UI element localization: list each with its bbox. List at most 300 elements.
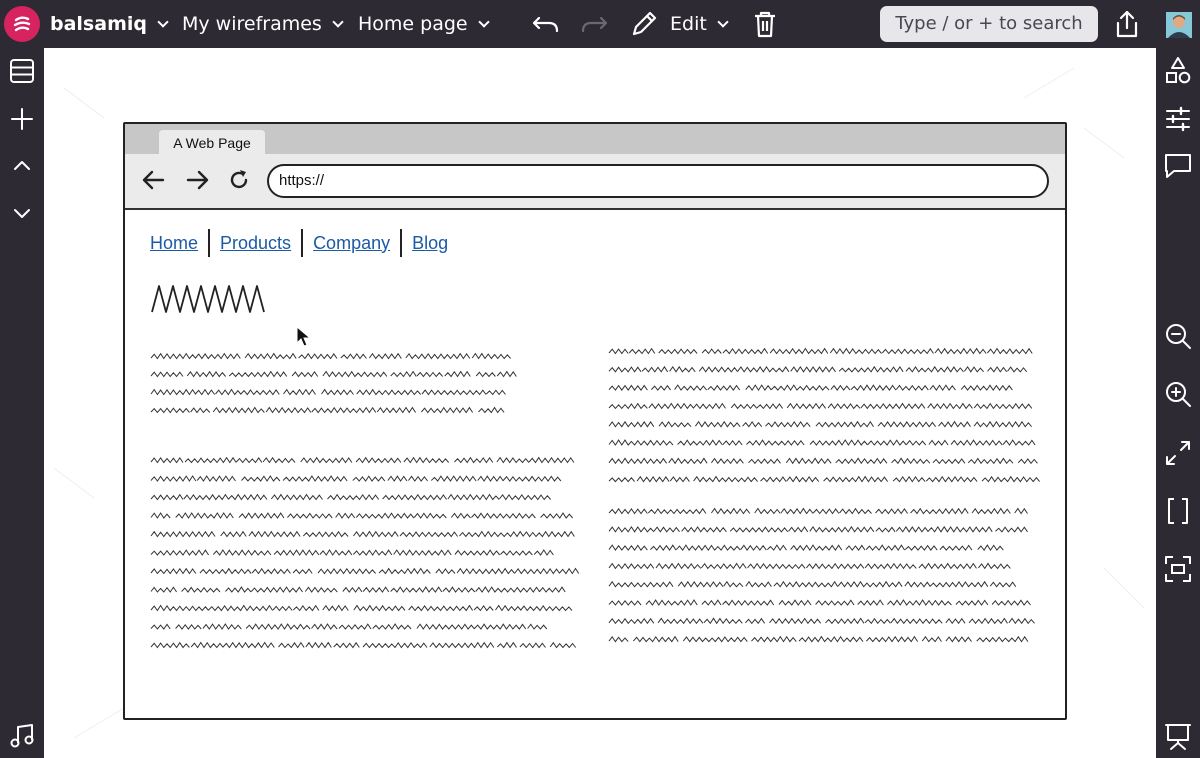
- text-scribble: [474, 606, 493, 611]
- text-scribble: [472, 354, 510, 359]
- text-scribble: [369, 354, 401, 359]
- text-scribble: [373, 624, 411, 629]
- text-scribble: [195, 390, 214, 395]
- text-scribble: [497, 643, 516, 648]
- text-scribble: [633, 637, 678, 642]
- text-scribble: [787, 404, 825, 409]
- text-scribble: [448, 495, 499, 500]
- text-scribble: [946, 637, 972, 642]
- text-scribble: [318, 569, 376, 574]
- text-scribble: [761, 477, 787, 482]
- text-scribble: [694, 477, 758, 482]
- nav-link-company[interactable]: Company: [313, 232, 391, 253]
- text-scribble: [748, 564, 806, 569]
- text-scribble: [911, 509, 969, 514]
- text-scribble: [391, 372, 417, 377]
- text-scribble: [229, 495, 267, 500]
- text-scribble: [541, 513, 573, 518]
- text-scribble: [151, 624, 170, 629]
- text-scribble: [252, 569, 290, 574]
- text-scribble: [878, 422, 936, 427]
- nav-link-blog[interactable]: Blog: [412, 232, 449, 253]
- text-scribble: [200, 569, 251, 574]
- text-scribble: [831, 386, 850, 391]
- brackets-button[interactable]: [1160, 493, 1196, 529]
- text-scribble: [933, 459, 965, 463]
- text-scribble: [609, 619, 654, 624]
- text-scribble: [239, 513, 284, 518]
- text-scribble: [279, 643, 305, 648]
- text-scribble: [197, 476, 235, 481]
- text-scribble: [747, 440, 805, 445]
- text-scribble: [475, 624, 526, 629]
- text-scribble: [414, 513, 446, 518]
- text-scribble: [151, 390, 196, 395]
- text-scribble: [301, 458, 352, 463]
- text-scribble: [988, 367, 1007, 372]
- brand-menu[interactable]: [50, 0, 167, 48]
- text-scribble: [770, 349, 828, 354]
- text-scribble: [503, 476, 561, 481]
- text-scribble: [409, 606, 473, 611]
- text-scribble: [496, 606, 522, 611]
- text-scribble: [974, 404, 1032, 409]
- search-input[interactable]: Type / or + to search: [880, 6, 1098, 42]
- text-scribble: [813, 509, 839, 513]
- text-scribble: [678, 440, 723, 445]
- text-scribble: [249, 532, 300, 537]
- text-scribble: [609, 386, 647, 391]
- project-label: My wireframes: [182, 13, 322, 35]
- text-scribble: [926, 477, 958, 482]
- text-scribble: [806, 564, 864, 569]
- zoom-in-button[interactable]: [1160, 376, 1196, 412]
- music-button[interactable]: [4, 718, 40, 754]
- text-scribble: [774, 582, 838, 587]
- text-scribble: [363, 643, 427, 648]
- add-button[interactable]: [4, 101, 40, 137]
- text-scribble: [305, 587, 337, 592]
- text-scribble: [669, 458, 707, 463]
- text-scribble: [711, 459, 743, 464]
- text-scribble: [236, 458, 262, 463]
- mouse-cursor-icon: [296, 326, 312, 348]
- text-scribble: [357, 390, 421, 395]
- text-scribble: [323, 606, 349, 611]
- text-scribble: [755, 509, 781, 514]
- text-scribble: [353, 550, 391, 555]
- text-scribble: [929, 440, 948, 445]
- text-scribble: [646, 600, 697, 605]
- text-scribble: [824, 477, 888, 482]
- text-scribble: [789, 527, 808, 532]
- text-scribble: [312, 624, 338, 629]
- text-scribble: [196, 354, 241, 359]
- text-scribble: [406, 354, 470, 359]
- text-scribble: [151, 476, 196, 481]
- fullscreen-icon: [1163, 438, 1193, 468]
- text-scribble: [654, 527, 680, 532]
- text-scribble: [354, 606, 405, 611]
- text-scribble: [151, 372, 183, 376]
- nav-link-products[interactable]: Products: [220, 232, 292, 253]
- text-scribble: [791, 545, 842, 550]
- text-scribble: [972, 509, 1010, 514]
- balsamiq-logo[interactable]: [4, 6, 40, 42]
- redo-icon: [579, 12, 609, 36]
- text-scribble: [322, 390, 354, 395]
- text-scribble: [383, 495, 447, 500]
- text-scribble: [996, 527, 1028, 532]
- text-scribble: [629, 349, 655, 354]
- text-scribble: [723, 349, 768, 354]
- text-scribble: [786, 458, 831, 463]
- text-scribble: [609, 422, 654, 427]
- text-scribble: [670, 477, 689, 482]
- text-scribble: [649, 404, 694, 409]
- text-scribble: [151, 513, 170, 518]
- text-scribble: [757, 404, 783, 408]
- comments-button[interactable]: [1160, 148, 1196, 184]
- text-scribble: [896, 385, 928, 390]
- text-scribble: [767, 545, 786, 550]
- text-scribble: [637, 477, 669, 482]
- text-scribble: [891, 619, 942, 624]
- text-scribble: [451, 513, 470, 518]
- text-scribble: [523, 532, 574, 537]
- text-scribble: [436, 569, 455, 574]
- text-scribble: [699, 367, 737, 372]
- pencil-button[interactable]: [628, 8, 660, 40]
- shapes-icon: [1164, 56, 1192, 86]
- text-scribble: [683, 637, 747, 642]
- text-scribble: [417, 624, 475, 629]
- text-scribble: [287, 513, 332, 518]
- zoom-out-button[interactable]: [1160, 318, 1196, 354]
- trash-icon: [752, 9, 778, 39]
- right-sidebar: [1156, 48, 1200, 758]
- text-scribble: [749, 459, 781, 463]
- text-scribble: [388, 476, 407, 481]
- body-text-scribbles: [125, 124, 1065, 718]
- share-icon: [1113, 9, 1141, 39]
- text-scribble: [476, 372, 495, 376]
- text-scribble: [978, 563, 1010, 568]
- text-scribble: [377, 408, 415, 413]
- presentation-button[interactable]: [1160, 718, 1196, 754]
- text-scribble: [746, 385, 772, 390]
- text-scribble: [746, 582, 772, 587]
- text-scribble: [659, 349, 697, 353]
- text-scribble: [876, 527, 895, 531]
- text-scribble: [476, 587, 540, 592]
- text-scribble: [609, 458, 667, 463]
- text-scribble: [682, 527, 727, 532]
- text-scribble: [905, 582, 931, 587]
- text-scribble: [225, 587, 251, 592]
- text-scribble: [987, 349, 1032, 354]
- left-sidebar: [0, 48, 44, 758]
- text-scribble: [826, 618, 864, 623]
- text-scribble: [882, 349, 933, 354]
- text-scribble: [905, 546, 937, 550]
- text-scribble: [213, 550, 271, 555]
- text-scribble: [241, 390, 279, 395]
- previous-button[interactable]: [4, 148, 40, 184]
- text-scribble: [816, 422, 874, 427]
- text-scribble: [650, 545, 676, 550]
- text-scribble: [724, 582, 743, 587]
- text-scribble: [445, 372, 471, 377]
- text-scribble: [609, 637, 628, 642]
- text-scribble: [745, 619, 764, 624]
- text-scribble: [176, 625, 202, 629]
- text-scribble: [907, 441, 926, 445]
- text-scribble: [1003, 440, 1035, 445]
- text-scribble: [242, 476, 280, 481]
- browser-wireframe[interactable]: [123, 122, 1067, 720]
- text-scribble: [781, 509, 813, 514]
- music-icon: [8, 722, 36, 750]
- text-scribble: [731, 404, 757, 408]
- text-scribble: [191, 643, 223, 648]
- text-scribble: [151, 569, 196, 574]
- text-scribble: [958, 477, 977, 482]
- text-scribble: [497, 458, 529, 463]
- shapes-button[interactable]: [1160, 53, 1196, 89]
- text-scribble: [454, 458, 492, 463]
- text-scribble: [353, 476, 385, 481]
- text-scribble: [711, 509, 749, 514]
- text-scribble: [245, 354, 296, 359]
- text-scribble: [866, 545, 904, 550]
- text-scribble: [263, 458, 295, 463]
- text-scribble: [151, 532, 215, 537]
- pencil-icon: [629, 9, 659, 39]
- text-scribble: [694, 404, 726, 409]
- text-scribble: [977, 637, 1028, 642]
- text-scribble: [221, 532, 247, 537]
- text-scribble: [283, 476, 347, 481]
- redo-button[interactable]: [578, 8, 610, 40]
- text-scribble: [765, 422, 810, 427]
- text-scribble: [704, 618, 742, 623]
- fullscreen-button[interactable]: [1160, 435, 1196, 471]
- text-scribble: [840, 509, 872, 514]
- fit-screen-icon: [1163, 554, 1193, 584]
- url-input[interactable]: https://: [267, 164, 1049, 198]
- text-scribble: [642, 367, 668, 372]
- text-scribble: [1009, 619, 1035, 624]
- text-scribble: [919, 564, 977, 569]
- text-scribble: [940, 545, 972, 550]
- page-menu[interactable]: [358, 0, 488, 48]
- text-scribble: [956, 600, 988, 605]
- text-scribble: [478, 476, 504, 481]
- text-scribble: [363, 587, 389, 592]
- text-scribble: [151, 587, 177, 592]
- text-scribble: [379, 569, 430, 574]
- avatar[interactable]: [1166, 12, 1192, 38]
- user-avatar-icon: [1166, 12, 1192, 38]
- text-scribble: [865, 619, 891, 624]
- text-scribble: [457, 569, 515, 574]
- text-scribble: [770, 619, 821, 624]
- text-scribble: [203, 624, 241, 629]
- text-scribble: [648, 509, 706, 514]
- text-scribble: [499, 495, 550, 500]
- text-scribble: [312, 408, 376, 413]
- text-scribble: [271, 495, 322, 500]
- text-scribble: [176, 513, 234, 518]
- text-scribble: [497, 372, 516, 377]
- text-scribble: [417, 372, 443, 376]
- text-scribble: [887, 600, 951, 605]
- text-scribble: [430, 643, 494, 648]
- next-button[interactable]: [4, 195, 40, 231]
- nav-link-home[interactable]: Home: [150, 232, 199, 253]
- text-scribble: [799, 637, 863, 642]
- text-scribble: [865, 564, 916, 569]
- text-scribble: [656, 563, 701, 568]
- text-scribble: [659, 422, 691, 427]
- text-scribble: [609, 509, 647, 514]
- share-button[interactable]: [1111, 8, 1143, 40]
- text-scribble: [336, 513, 355, 518]
- text-scribble: [702, 349, 721, 353]
- text-scribble: [334, 643, 360, 648]
- text-scribble: [968, 458, 1013, 463]
- text-scribble: [303, 532, 348, 537]
- text-scribble: [893, 477, 925, 482]
- text-scribble: [609, 564, 654, 569]
- text-scribble: [743, 422, 762, 427]
- text-scribble: [892, 458, 930, 463]
- text-scribble: [730, 527, 788, 532]
- text-scribble: [946, 619, 965, 624]
- sliders-icon: [1164, 105, 1192, 133]
- wireframe-canvas[interactable]: [44, 48, 1156, 758]
- text-scribble: [609, 582, 673, 587]
- chevron-down-icon: [478, 16, 489, 27]
- text-scribble: [992, 600, 1030, 605]
- text-scribble: [609, 545, 647, 550]
- text-scribble: [151, 643, 189, 648]
- text-scribble: [431, 476, 476, 481]
- text-scribble: [906, 367, 964, 372]
- text-scribble: [701, 563, 746, 568]
- text-scribble: [836, 458, 887, 463]
- chevron-down-icon: [332, 16, 343, 27]
- browser-tab[interactable]: A Web Page: [159, 130, 265, 156]
- text-scribble: [400, 532, 458, 536]
- text-scribble: [675, 385, 707, 390]
- text-scribble: [391, 587, 442, 592]
- text-scribble: [1008, 367, 1027, 372]
- page-label: Home page: [358, 13, 468, 35]
- text-scribble: [540, 587, 566, 592]
- text-scribble: [266, 408, 311, 413]
- text-scribble: [791, 367, 836, 372]
- text-scribble: [459, 532, 523, 537]
- undo-button[interactable]: [530, 8, 562, 40]
- text-scribble: [810, 527, 874, 532]
- text-scribble: [816, 600, 854, 605]
- text-scribble: [930, 582, 988, 587]
- text-scribble: [723, 441, 742, 445]
- text-scribble: [928, 404, 973, 409]
- text-scribble: [306, 643, 332, 648]
- text-scribble: [534, 550, 553, 555]
- layers-button[interactable]: [4, 53, 40, 89]
- text-scribble: [779, 600, 811, 605]
- text-scribble: [678, 582, 723, 587]
- text-scribble: [500, 551, 532, 555]
- text-scribble: [974, 422, 1032, 427]
- edit-menu[interactable]: [670, 0, 727, 48]
- text-scribble: [273, 606, 292, 610]
- text-scribble: [695, 422, 740, 427]
- properties-button[interactable]: [1160, 101, 1196, 137]
- text-scribble: [185, 458, 236, 463]
- delete-button[interactable]: [749, 8, 781, 40]
- text-scribble: [935, 349, 986, 354]
- text-scribble: [421, 408, 472, 413]
- text-scribble: [810, 440, 868, 445]
- text-scribble: [550, 643, 576, 648]
- text-scribble: [408, 476, 427, 481]
- text-scribble: [341, 354, 367, 359]
- text-scribble: [356, 513, 414, 518]
- text-scribble: [723, 600, 774, 605]
- text-scribble: [609, 404, 647, 409]
- text-scribble: [858, 600, 884, 605]
- presentation-icon: [1163, 721, 1193, 751]
- text-scribble: [964, 367, 983, 372]
- text-scribble: [443, 587, 475, 592]
- text-scribble: [151, 495, 183, 500]
- text-scribble: [520, 643, 546, 647]
- text-scribble: [151, 458, 183, 463]
- text-scribble: [521, 606, 572, 611]
- text-scribble: [343, 587, 362, 592]
- text-scribble: [422, 390, 486, 394]
- text-scribble: [670, 367, 696, 372]
- text-scribble: [787, 477, 819, 482]
- text-scribble: [292, 372, 318, 377]
- text-scribble: [479, 408, 505, 413]
- text-scribble: [702, 600, 721, 605]
- chevron-down-icon: [717, 16, 728, 27]
- text-scribble: [838, 582, 902, 587]
- text-scribble: [353, 532, 398, 537]
- project-menu[interactable]: [182, 0, 342, 48]
- plus-icon: [9, 106, 35, 132]
- text-scribble: [609, 349, 628, 353]
- text-scribble: [828, 404, 860, 409]
- text-scribble: [990, 582, 1016, 586]
- text-scribble: [229, 372, 287, 377]
- fit-screen-button[interactable]: [1160, 551, 1196, 587]
- comment-icon: [1163, 151, 1193, 181]
- text-scribble: [213, 408, 264, 413]
- text-scribble: [328, 495, 379, 500]
- chevron-down-icon: [11, 202, 33, 224]
- text-scribble: [320, 550, 352, 555]
- text-scribble: [846, 545, 865, 550]
- text-scribble: [676, 545, 740, 550]
- text-scribble: [151, 408, 189, 412]
